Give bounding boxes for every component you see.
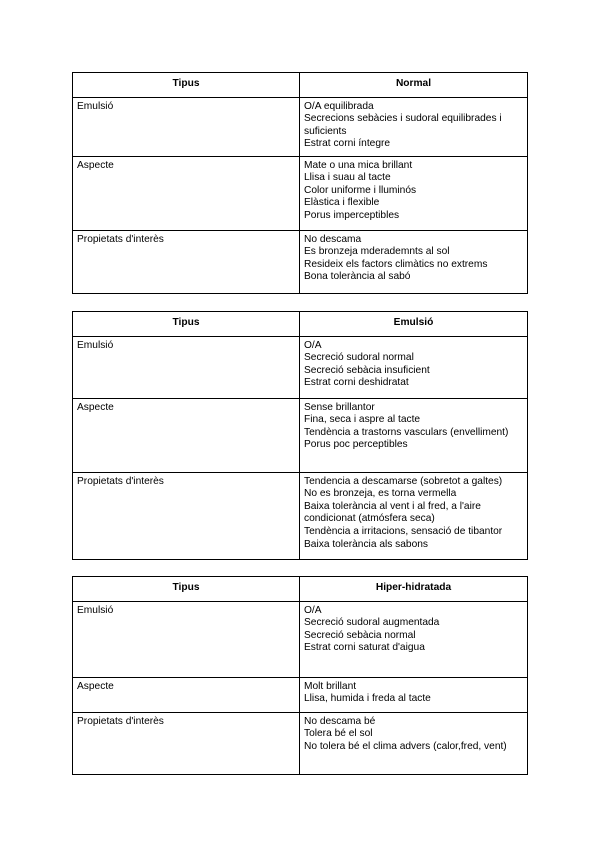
table-row: [73, 677, 528, 712]
skin-type-table-hiper-hidratada: [72, 576, 528, 775]
value-line: Tolera bé el sol: [304, 728, 373, 740]
value-line: Resideix els factors climàtics no extrems: [304, 258, 488, 270]
row-label: Emulsió: [73, 601, 300, 677]
row-values: [300, 712, 528, 774]
row-values: [300, 601, 528, 677]
value-line: Secreció sudoral augmentada: [304, 617, 440, 629]
row-values: [300, 398, 528, 472]
value-line: O/A: [304, 604, 322, 616]
value-line: Baixa tolerància al vent i al fred, a l'aire condicionat (atmósfera seca): [304, 500, 481, 525]
value-line: No es bronzeja, es torna vermella: [304, 488, 457, 500]
skin-type-table-emulsio: [72, 311, 528, 560]
table-row: [73, 97, 528, 156]
value-line: Elàstica i flexible: [304, 197, 380, 209]
table-row: [73, 712, 528, 774]
table-row: [73, 398, 528, 472]
row-label: Aspecte: [73, 398, 300, 472]
table-row: [73, 472, 528, 559]
header-skin-type: Emulsió: [300, 312, 528, 337]
value-line: Tendència a irritacions, sensació de tibantor: [304, 525, 503, 537]
value-line: Color uniforme i lluminós: [304, 184, 417, 196]
value-line: O/A equilibrada: [304, 100, 374, 112]
value-line: Molt brillant: [304, 680, 357, 692]
header-type: Tipus: [73, 577, 300, 602]
value-line: Tendència a trastorns vasculars (envelliment): [304, 426, 509, 438]
value-line: No descama bé: [304, 715, 376, 727]
value-line: Llisa, humida i freda al tacte: [304, 693, 431, 705]
row-values: [300, 336, 528, 398]
value-line: Bona tolerància al sabó: [304, 271, 411, 283]
value-line: Tendencia a descamarse (sobretot a galtes): [304, 475, 503, 487]
value-line: Llisa i suau al tacte: [304, 172, 391, 184]
value-line: Secreció sebàcia insuficient: [304, 364, 430, 376]
value-line: Secreció sudoral normal: [304, 352, 414, 364]
table-header-row: [73, 73, 528, 98]
value-line: Estrat corni íntegre: [304, 138, 391, 150]
row-label: Propietats d'interès: [73, 230, 300, 293]
table-row: [73, 156, 528, 230]
table-header-row: [73, 312, 528, 337]
row-label: Aspecte: [73, 156, 300, 230]
row-label: Aspecte: [73, 677, 300, 712]
value-line: Secrecions sebàcies i sudoral equilibrades i suficients: [304, 113, 502, 137]
header-type: Tipus: [73, 312, 300, 337]
value-line: Estrat corni saturat d'aigua: [304, 642, 425, 654]
row-label: Emulsió: [73, 336, 300, 398]
value-line: Mate o una mica brillant: [304, 159, 413, 171]
value-line: Es bronzeja mderademnts al sol: [304, 246, 450, 258]
row-label: Propietats d'interès: [73, 472, 300, 559]
table-row: [73, 601, 528, 677]
row-values: [300, 472, 528, 559]
value-line: O/A: [304, 339, 322, 351]
value-line: Sense brillantor: [304, 401, 375, 413]
row-label: Propietats d'interès: [73, 712, 300, 774]
value-line: No descama: [304, 233, 362, 245]
skin-type-table-normal: [72, 72, 528, 294]
row-label: Emulsió: [73, 97, 300, 156]
table-row: [73, 336, 528, 398]
value-line: Fina, seca i aspre al tacte: [304, 414, 421, 426]
value-line: Estrat corni deshidratat: [304, 377, 409, 389]
row-values: [300, 97, 528, 156]
value-line: Baixa tolerància als sabons: [304, 538, 429, 550]
row-values: [300, 677, 528, 712]
value-line: Porus imperceptibles: [304, 209, 400, 221]
table-row: [73, 230, 528, 293]
value-line: Secreció sebàcia normal: [304, 629, 416, 641]
header-type: Tipus: [73, 73, 300, 98]
row-values: [300, 156, 528, 230]
table-header-row: [73, 577, 528, 602]
value-line: Porus poc perceptibles: [304, 439, 408, 451]
header-skin-type: Normal: [300, 73, 528, 98]
value-line: No tolera bé el clima advers (calor,fred, vent): [304, 740, 507, 752]
header-skin-type: Hiper-hidratada: [300, 577, 528, 602]
row-values: [300, 230, 528, 293]
